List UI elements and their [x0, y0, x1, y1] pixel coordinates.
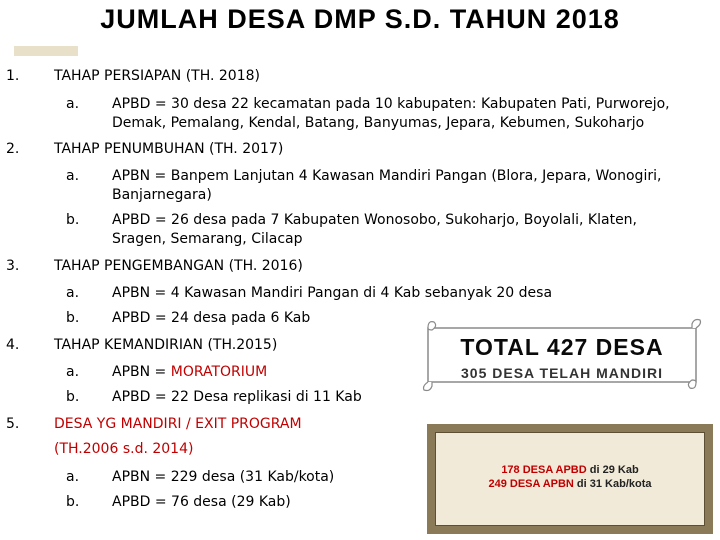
- item-number: 5.: [6, 416, 20, 432]
- item-heading: TAHAP PENGEMBANGAN (TH. 2016): [54, 258, 303, 274]
- sub-text: [112, 364, 267, 380]
- sub-text: APBD = 76 desa (29 Kab): [112, 494, 291, 510]
- sub-text: APBN = 4 Kawasan Mandiri Pangan di 4 Kab sebanyak 20 desa: [112, 285, 553, 301]
- apbd-count: 178 DESA APBD: [501, 464, 587, 476]
- apbd-kab: di 29 Kab: [586, 464, 639, 476]
- sub-letter: a.: [66, 96, 80, 112]
- item-heading: TAHAP PENUMBUHAN (TH. 2017): [54, 141, 284, 157]
- apbn-kab: di 31 Kab/kota: [573, 478, 652, 490]
- summary-line-1: [436, 463, 704, 477]
- title-underline-decoration: [14, 46, 78, 56]
- sub-text: APBD = 30 desa 22 kecamatan pada 10 kabupaten: Kabupaten Pati, Purworejo,: [112, 96, 670, 112]
- apbn-count: 249 DESA APBN: [488, 478, 574, 490]
- item-number: 3.: [6, 258, 20, 274]
- sub-letter: b.: [66, 212, 80, 228]
- item-heading-cont: (TH.2006 s.d. 2014): [54, 441, 194, 457]
- mandiri-text: 305 DESA TELAH MANDIRI: [461, 365, 663, 381]
- total-scroll-callout: [420, 318, 704, 392]
- item-heading: TAHAP KEMANDIRIAN (TH.2015): [54, 337, 278, 353]
- sub-text: APBD = 26 desa pada 7 Kabupaten Wonosobo, Sukoharjo, Boyolali, Klaten,: [112, 212, 638, 228]
- item-number: 4.: [6, 337, 20, 353]
- sub-text: Demak, Pemalang, Kendal, Batang, Banyumas, Jepara, Kebumen, Sukoharjo: [112, 115, 645, 131]
- summary-frame-inner: [435, 432, 705, 526]
- sub-letter: b.: [66, 494, 80, 510]
- sub-text: APBN = 229 desa (31 Kab/kota): [112, 469, 335, 485]
- page-title: JUMLAH DESA DMP S.D. TAHUN 2018: [100, 4, 620, 34]
- item-heading: TAHAP PERSIAPAN (TH. 2018): [54, 68, 260, 84]
- sub-text: APBN = Banpem Lanjutan 4 Kawasan Mandiri Pangan (Blora, Jepara, Wonogiri,: [112, 168, 662, 184]
- item-number: 2.: [6, 141, 20, 157]
- item-heading: DESA YG MANDIRI / EXIT PROGRAM: [54, 416, 302, 432]
- total-text: TOTAL 427 DESA: [460, 334, 664, 360]
- summary-text: [436, 463, 704, 491]
- moratorium-text: MORATORIUM: [170, 364, 268, 380]
- sub-letter: a.: [66, 469, 80, 485]
- sub-text: APBD = 22 Desa replikasi di 11 Kab: [112, 389, 362, 405]
- item-number: 1.: [6, 68, 20, 84]
- sub-text-prefix: APBN =: [112, 364, 171, 380]
- sub-letter: b.: [66, 389, 80, 405]
- sub-text: APBD = 24 desa pada 6 Kab: [112, 310, 311, 326]
- summary-line-2: [436, 477, 704, 491]
- sub-letter: b.: [66, 310, 80, 326]
- sub-text: Banjarnegara): [112, 187, 212, 203]
- sub-letter: a.: [66, 168, 80, 184]
- sub-letter: a.: [66, 285, 80, 301]
- sub-letter: a.: [66, 364, 80, 380]
- summary-frame: [427, 424, 713, 534]
- sub-text: Sragen, Semarang, Cilacap: [112, 231, 303, 247]
